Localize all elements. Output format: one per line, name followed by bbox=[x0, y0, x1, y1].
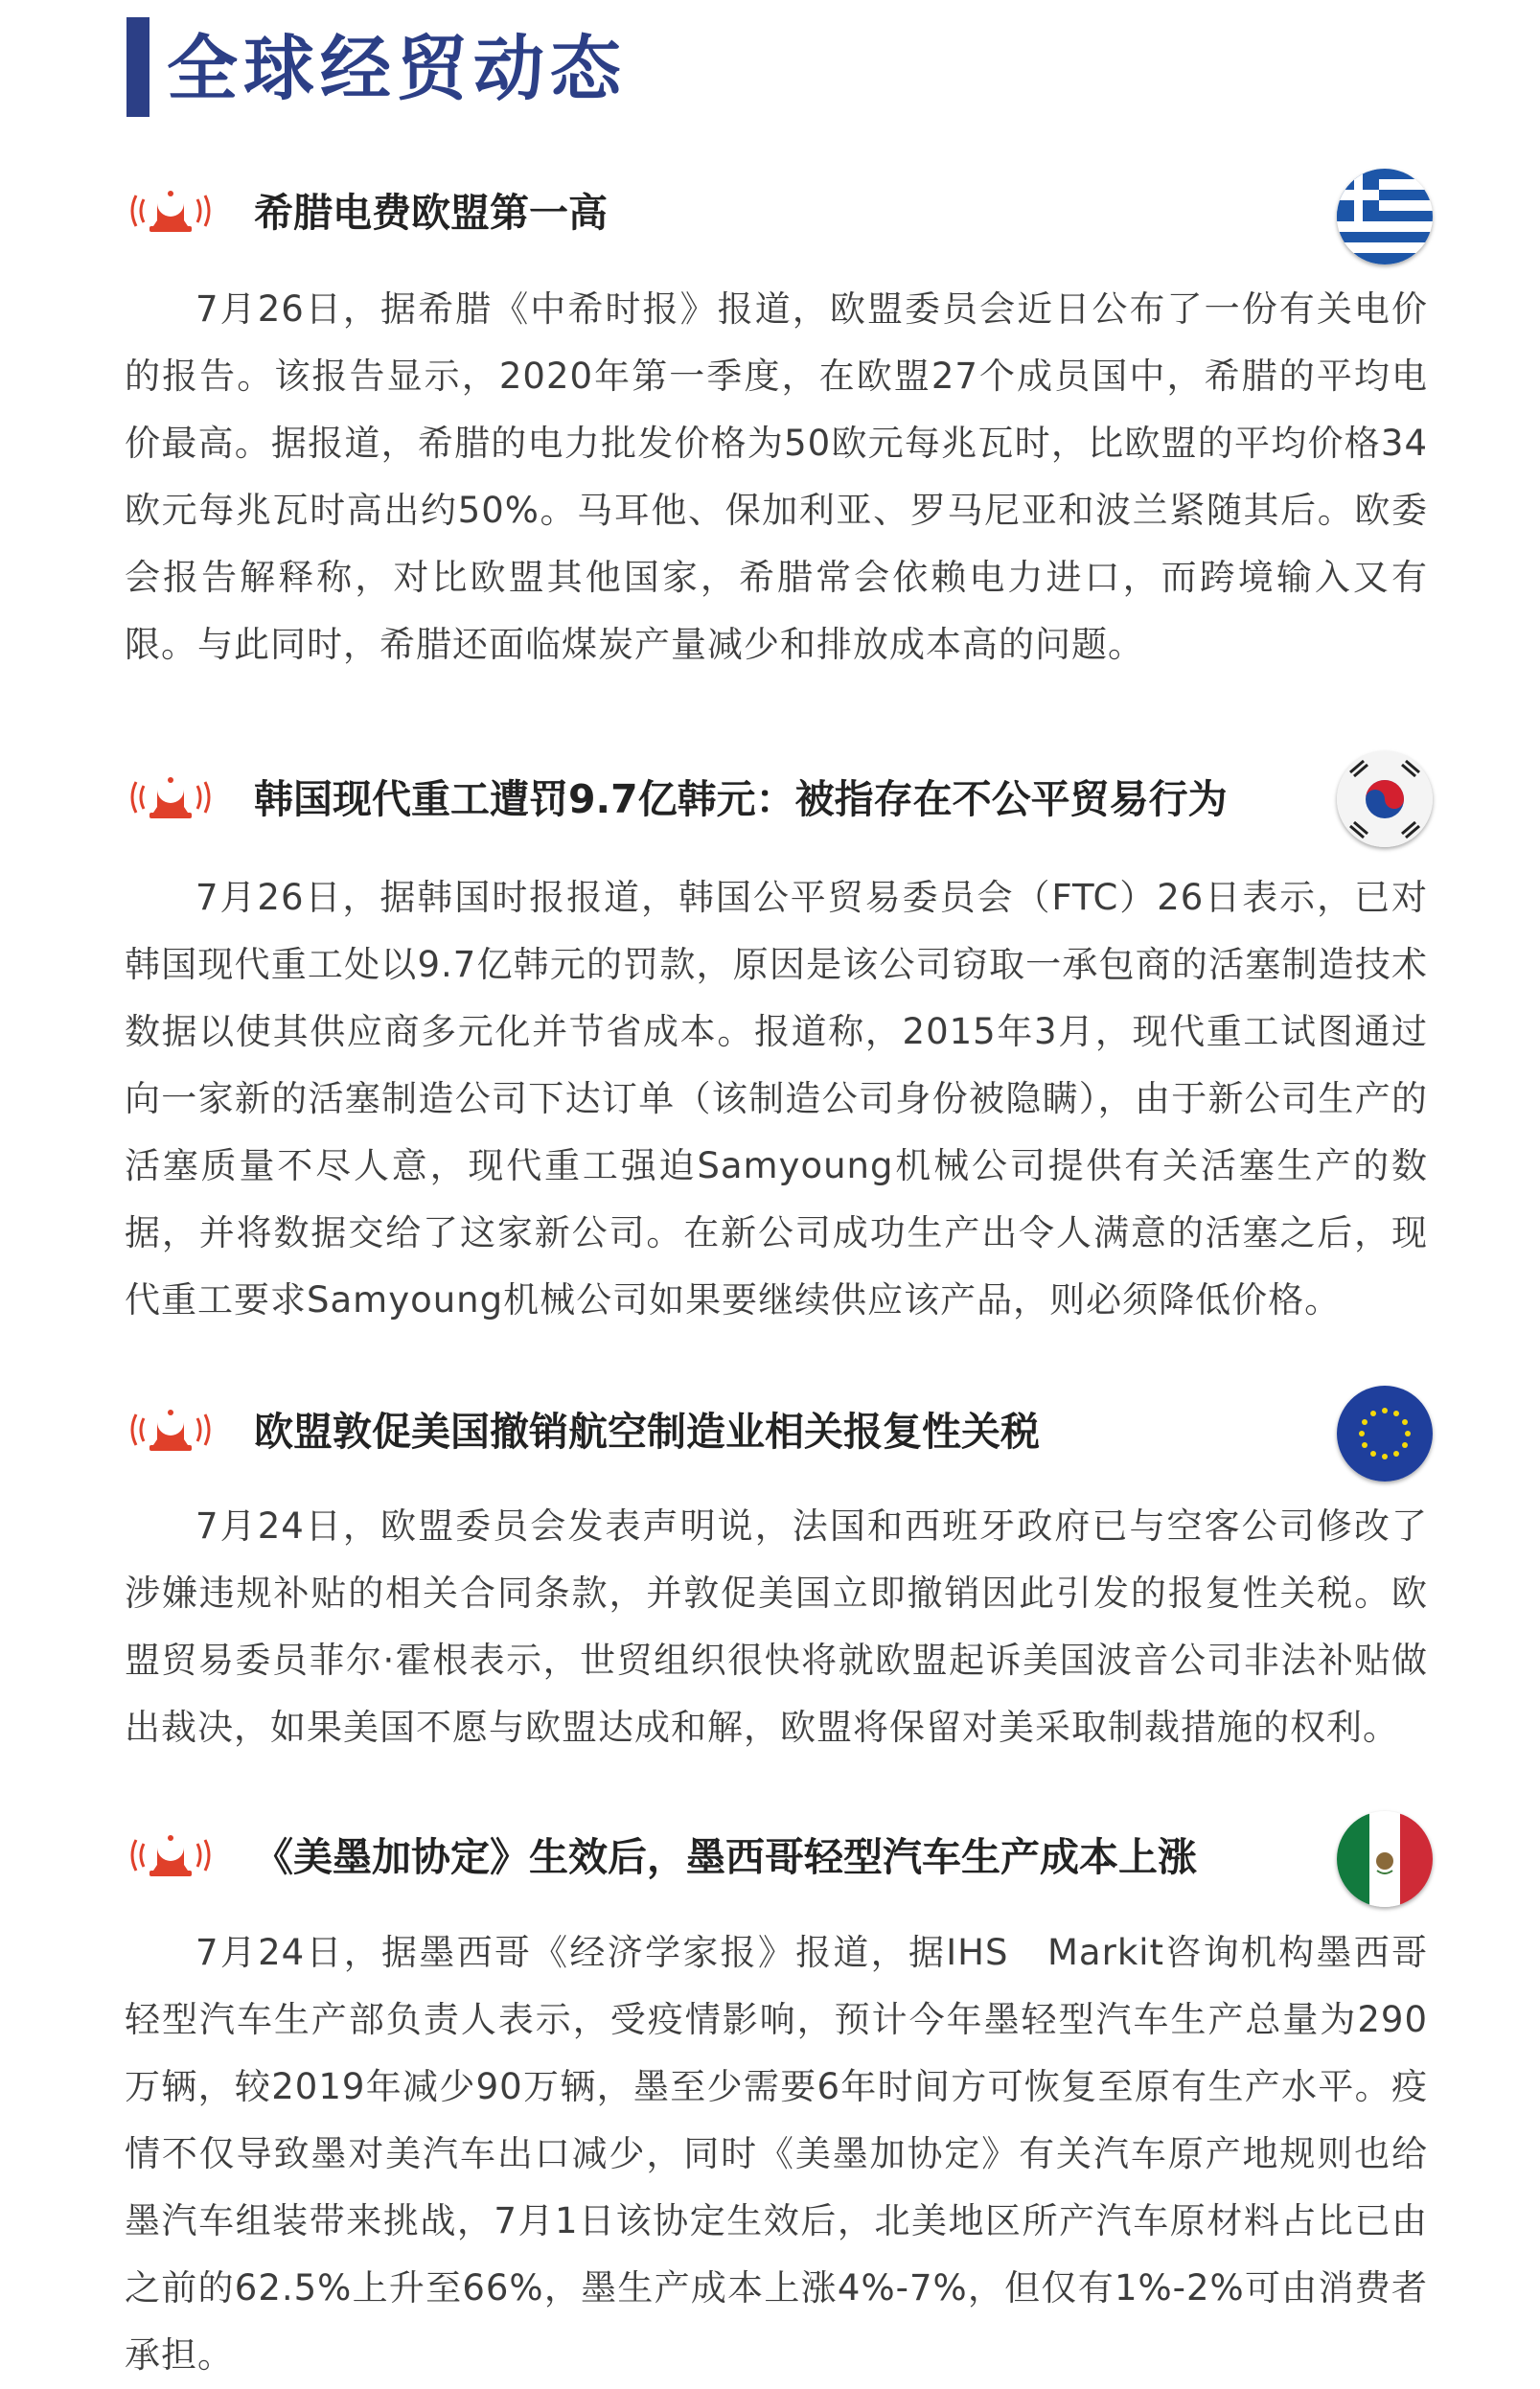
article-body: 7月26日，据韩国时报报道，韩国公平贸易委员会（FTC）26日表示，已对韩国现代重工处以9.7亿韩元的罚款，原因是该公司窃取一承包商的活塞制造技术数据以使其供应商多元化并节省成本。报道称，2015年3月，现代重工试图通过向一家新的活塞制造公司下达订单（该制造公司身份被隐瞒），由于新公司生产的活塞质量不尽人意，现代重工强迫Samyoung机械公司提供有关活塞生产的数据，并将数据交给了这家新公司。在新公司成功生产出令人满意的活塞之后，现代重工要求Samyoung机械公司如果要继续供应该产品，则必须降低价格。 bbox=[125, 877, 1428, 1321]
headline: 欧盟敦促美国撤销航空制造业相关报复性关税 bbox=[254, 1409, 1040, 1455]
eu-flag-icon bbox=[1337, 1386, 1433, 1482]
mexico-flag-icon bbox=[1337, 1811, 1433, 1907]
article-body: 7月26日，据希腊《中希时报》报道，欧盟委员会近日公布了一份有关电价的报告。该报告显示，2020年第一季度，在欧盟27个成员国中，希腊的平均电价最高。据报道，希腊的电力批发价格为50欧元每兆瓦时，比欧盟的平均价格34欧元每兆瓦时高出约50%。马耳他、保加利亚、罗马尼亚和波兰紧随其后。欧委会报告解释称，对比欧盟其他国家，希腊常会依赖电力进口，而跨境输入又有限。与此同时，希腊还面临煤炭产量减少和排放成本高的问题。 bbox=[125, 288, 1428, 665]
headline: 希腊电费欧盟第一高 bbox=[254, 190, 608, 236]
alarm-bell-icon bbox=[125, 1401, 217, 1462]
headline: 韩国现代重工遭罚9.7亿韩元：被指存在不公平贸易行为 bbox=[254, 776, 1228, 822]
alarm-bell-icon bbox=[125, 769, 217, 830]
article-body: 7月24日，据墨西哥《经济学家报》报道，据IHS Markit咨询机构墨西哥轻型汽车生产部负责人表示，受疫情影响，预计今年墨轻型汽车生产总量为290万辆，较2019年减少90万辆，墨至少需要6年时间方可恢复至原有生产水平。疫情不仅导致墨对美汽车出口减少，同时《美墨加协定》有关汽车原产地规则也给墨汽车组装带来挑战，7月1日该协定生效后，北美地区所产汽车原材料占比已由之前的62.5%上升至66%，墨生产成本上涨4%-7%，但仅有1%-2%可由消费者承担。 bbox=[125, 1932, 1428, 2376]
section-title: 全球经贸动态 bbox=[167, 28, 627, 110]
south-korea-flag-icon bbox=[1337, 751, 1433, 847]
alarm-bell-icon bbox=[125, 1826, 217, 1888]
headline: 《美墨加协定》生效后，墨西哥轻型汽车生产成本上涨 bbox=[254, 1834, 1197, 1880]
section-accent-bar bbox=[126, 17, 149, 117]
alarm-bell-icon bbox=[125, 182, 217, 243]
article-body: 7月24日，欧盟委员会发表声明说，法国和西班牙政府已与空客公司修改了涉嫌违规补贴的相关合同条款，并敦促美国立即撤销因此引发的报复性关税。欧盟贸易委员菲尔·霍根表示，世贸组织很快将就欧盟起诉美国波音公司非法补贴做出裁决，如果美国不愿与欧盟达成和解，欧盟将保留对美采取制裁措施的权利。 bbox=[125, 1505, 1428, 1748]
greece-flag-icon bbox=[1337, 169, 1433, 264]
